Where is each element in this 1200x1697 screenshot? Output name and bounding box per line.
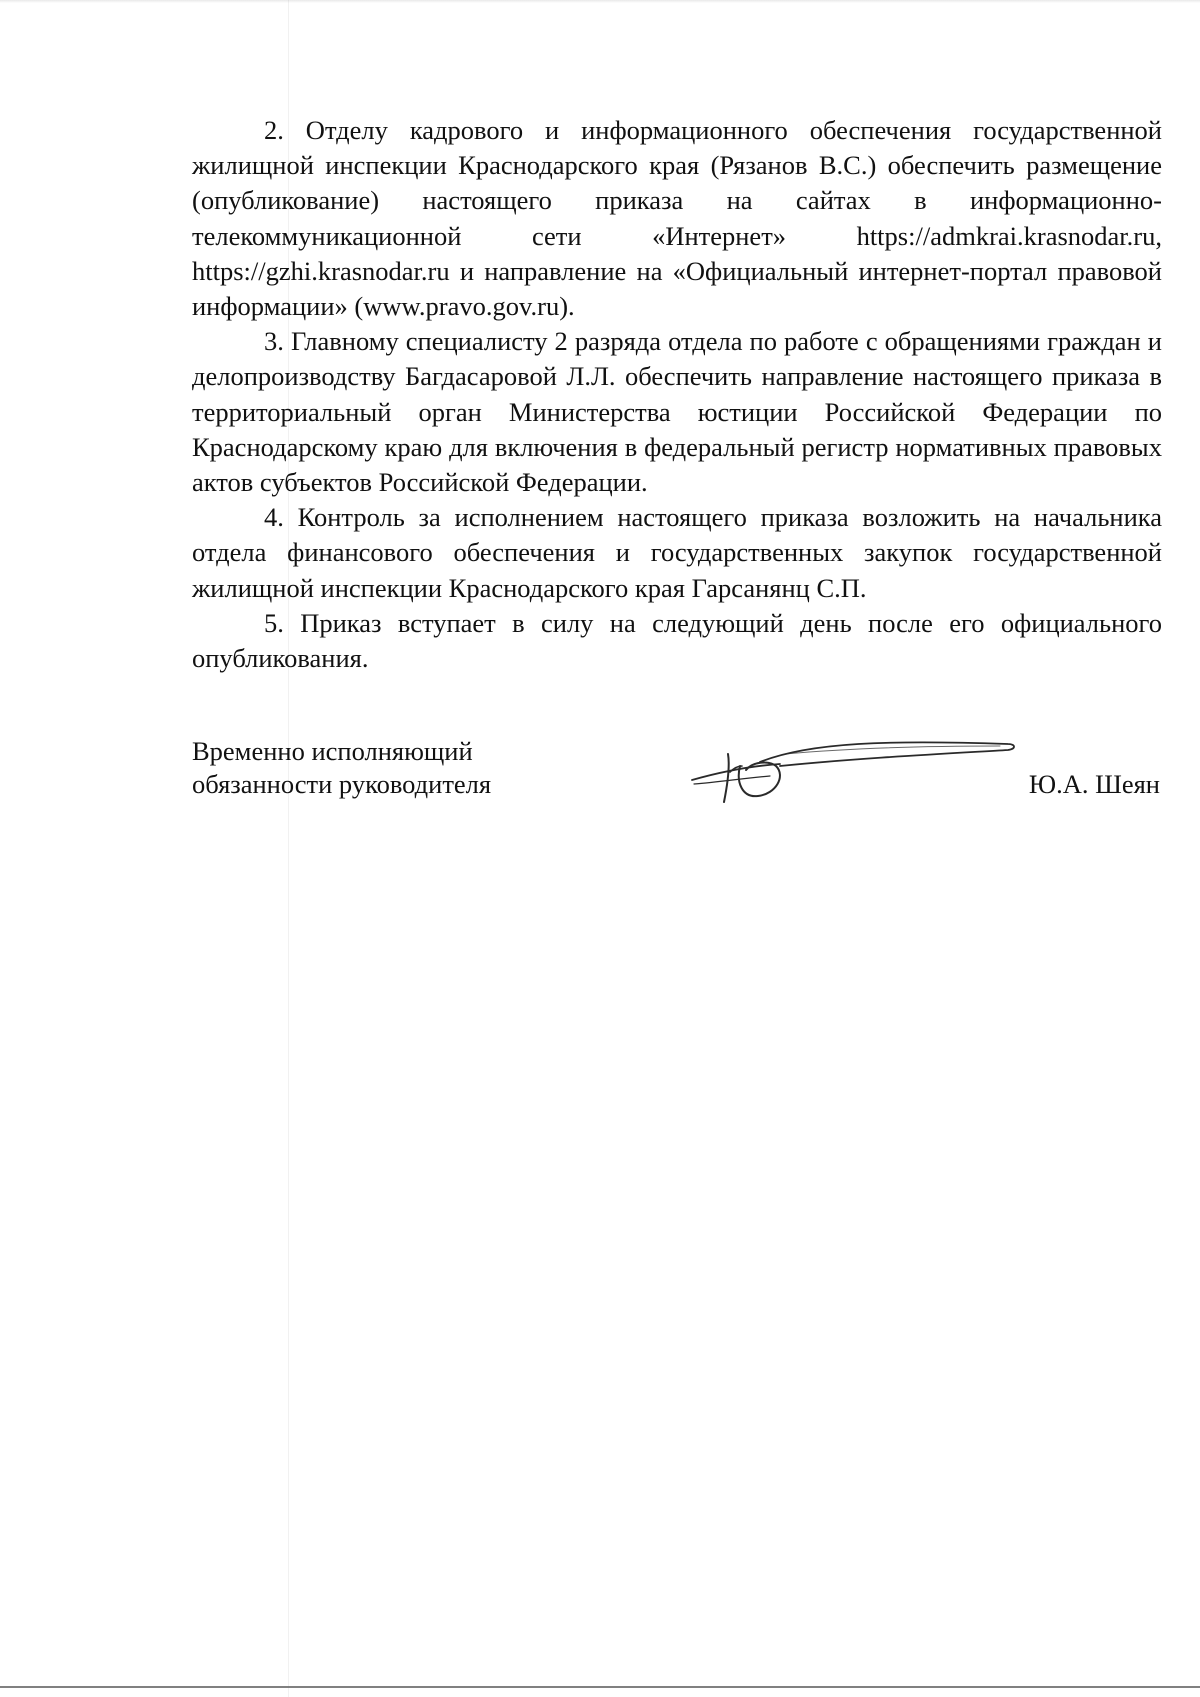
document-body (192, 113, 1162, 676)
signatory-name: Ю.А. Шеян (1028, 769, 1160, 799)
paragraph-3: 3. Главному специалисту 2 разряда отдела по работе с обращениями граждан и делопроизводству Багдасаровой Л.Л. обеспечить направление настоящего приказа в территориальный орган Министерства юстиции Российской Федерации по Краснодарскому краю для включения в федеральный регистр нормативных правовых актов субъектов Российской Федерации. (192, 326, 1162, 498)
paragraph-5: 5. Приказ вступает в силу на следующий день после его официального опубликования. (192, 607, 1162, 674)
signatory-position (192, 735, 552, 801)
scan-edge-top (0, 0, 1200, 3)
position-line-2: обязанности руководителя (192, 769, 492, 799)
paragraph-2: 2. Отделу кадрового и информационного обеспечения государственной жилищной инспекции Краснодарского края (Рязанов В.С.) обеспечить размещение (опубликование) настоящего приказа на сайтах в информационно-телекоммуникационной сети «Интернет» https://admkrai.krasnodar.ru, https://gzhi.krasnodar.ru и направление на «Официальный интернет-портал правовой информации» (www.pravo.gov.ru). (192, 115, 1162, 322)
paragraph-4: 4. Контроль за исполнением настоящего приказа возложить на начальника отдела финансового обеспечения и государственных закупок государственной жилищной инспекции Краснодарского края Гарсанянц С.П. (192, 502, 1162, 603)
scan-edge-bottom (0, 1686, 1200, 1688)
handwritten-signature-icon (690, 732, 1020, 812)
position-line-1: Временно исполняющий (192, 736, 473, 766)
